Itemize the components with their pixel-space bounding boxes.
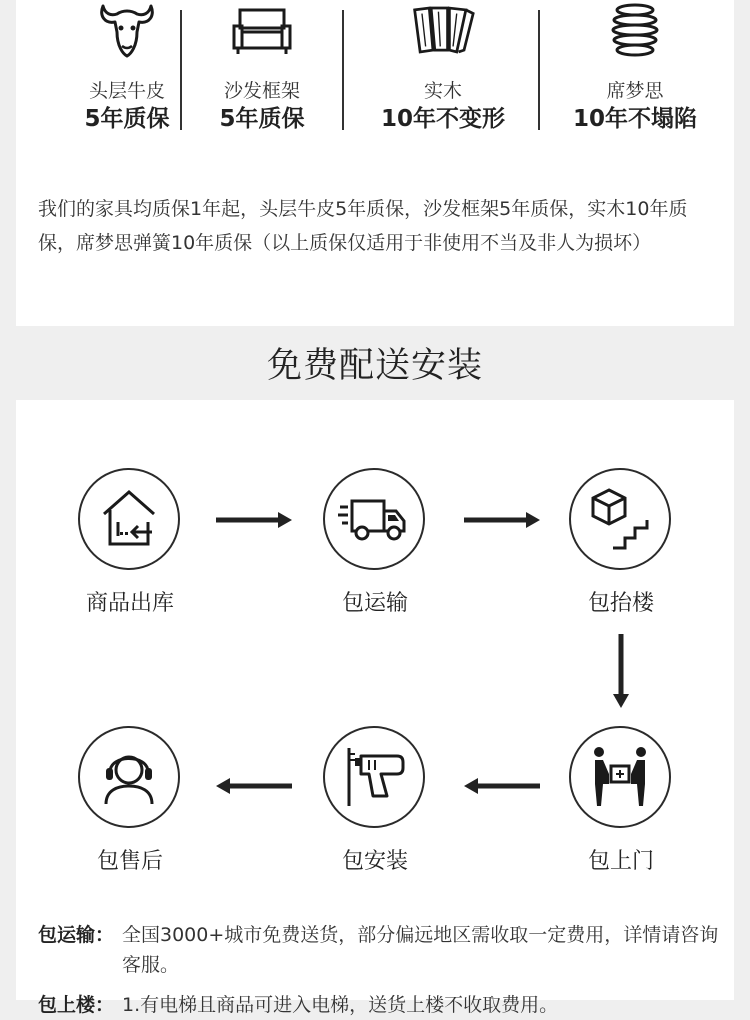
warehouse-out-icon (96, 486, 162, 552)
step-circle (569, 726, 671, 828)
step-circle (78, 468, 180, 570)
wood-planks-icon (411, 2, 475, 58)
spring-coil-icon (603, 2, 667, 58)
step-label: 包售后 (96, 849, 163, 874)
warranty-value: 5年质保 (219, 106, 305, 132)
warranty-row (16, 0, 734, 140)
cow-head-icon (95, 2, 159, 58)
headset-support-icon (96, 744, 162, 810)
step-circle (569, 468, 671, 570)
step-label: 包上门 (587, 849, 654, 874)
arrow-down-icon (611, 632, 631, 710)
warranty-note: 我们的家具均质保1年起，头层牛皮5年质保，沙发框架5年质保，实木10年质保，席梦思弹簧10年质保（以上质保仅适用于非使用不当及非人为损坏） (38, 198, 688, 254)
warranty-value: 5年质保 (84, 106, 170, 132)
delivery-card (16, 400, 734, 1016)
note-row (38, 990, 728, 1020)
step-circle (78, 726, 180, 828)
warranty-label: 实木 (423, 80, 462, 102)
note-key: 包运输： (38, 924, 115, 946)
warranty-item-mattress (550, 0, 720, 140)
warranty-item-wood (358, 0, 528, 140)
handover-people-icon (587, 744, 653, 810)
arrow-left-icon (462, 776, 542, 796)
truck-icon (338, 491, 410, 547)
warranty-card (16, 0, 734, 326)
note-key: 包上楼： (38, 994, 115, 1016)
step-label: 包抬楼 (587, 591, 654, 616)
step-label: 包安装 (341, 849, 408, 874)
delivery-notes (38, 920, 728, 1020)
box-stairs-icon (587, 486, 653, 552)
arrow-left-icon (214, 776, 294, 796)
warranty-value: 10年不变形 (380, 106, 505, 132)
divider (342, 10, 344, 130)
arrow-right-icon (214, 510, 294, 530)
step-label: 商品出库 (85, 591, 174, 616)
step-circle (323, 726, 425, 828)
warranty-label: 沙发框架 (223, 80, 300, 102)
warranty-value: 10年不塌陷 (572, 106, 697, 132)
step-circle (323, 468, 425, 570)
note-text: 全国3000+城市免费送货，部分偏远地区需收取一定费用，详情请咨询客服。 (122, 924, 719, 976)
note-text: 1.有电梯且商品可进入电梯，送货上楼不收取费用。 (122, 994, 559, 1016)
warranty-item-frame (177, 0, 347, 140)
sofa-icon (230, 2, 294, 58)
note-row (38, 920, 728, 980)
divider (538, 10, 540, 130)
drill-icon (341, 744, 407, 810)
warranty-label: 头层牛皮 (88, 80, 165, 102)
warranty-label: 席梦思 (606, 80, 664, 102)
step-label: 包运输 (341, 591, 408, 616)
arrow-right-icon (462, 510, 542, 530)
section-title: 免费配送安装 (266, 346, 483, 386)
